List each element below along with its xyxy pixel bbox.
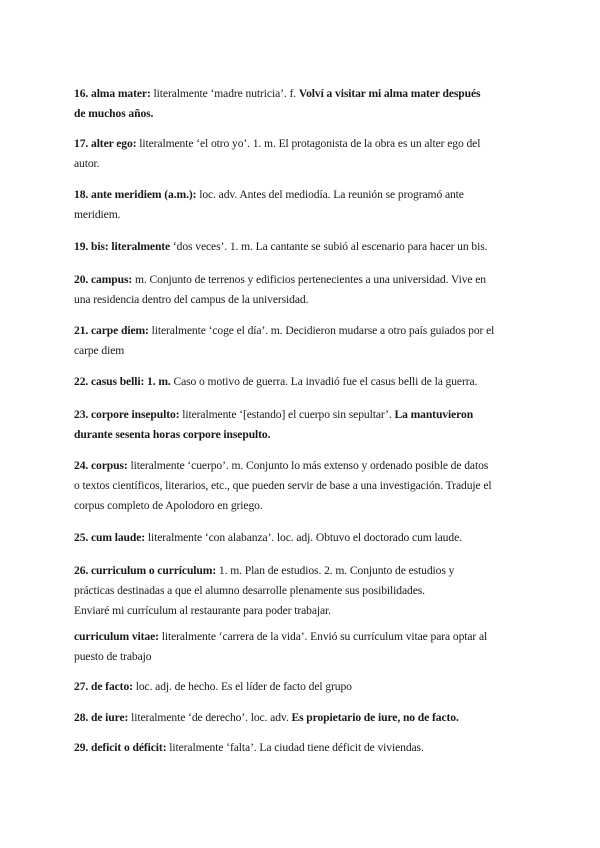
text: literalmente ‘[estando] el cuerpo sin sepultar’. xyxy=(179,408,395,421)
entry-line xyxy=(74,496,534,516)
entry-line xyxy=(74,528,534,548)
entry-line xyxy=(74,405,534,425)
bold-text: 23. corpore insepulto: xyxy=(74,408,180,421)
entry-corpus xyxy=(74,456,534,516)
text: literalmente ‘carrera de la vida’. Envió su currículum vitae para optar al xyxy=(158,630,488,643)
bold-text: 29. deficit o déficit: xyxy=(74,741,167,754)
entry-line xyxy=(74,677,534,697)
entry-curriculum xyxy=(74,561,534,621)
entry-line xyxy=(74,476,534,496)
text: meridiem. xyxy=(74,208,121,221)
text: una residencia dentro del campus de la universidad. xyxy=(74,293,309,306)
text: literalmente ‘de derecho’. loc. adv. xyxy=(128,711,292,724)
text: loc. adv. Antes del mediodía. La reunión se programó ante xyxy=(196,188,464,201)
text: o textos científicos, literarios, etc., que pueden servir de base a una investigación. Traduje el xyxy=(74,479,492,492)
bold-text: 22. casus belli: 1. m. xyxy=(74,375,171,388)
entry-line xyxy=(74,341,534,361)
entry-alter-ego xyxy=(74,134,534,174)
entry-line xyxy=(74,84,534,104)
entry-line xyxy=(74,237,534,257)
bold-text: 24. corpus: xyxy=(74,459,128,472)
text: literalmente ‘coge el día’. m. Decidieron mudarse a otro país guiados por el xyxy=(148,324,495,337)
text: corpus completo de Apolodoro en griego. xyxy=(74,499,263,512)
text: literalmente ‘falta’. La ciudad tiene déficit de viviendas. xyxy=(166,741,424,754)
bold-text: 28. de iure: xyxy=(74,711,129,724)
bold-text: La mantuvieron xyxy=(394,408,474,421)
entry-line xyxy=(74,154,534,174)
bold-text: 25. cum laude: xyxy=(74,531,146,544)
entry-line xyxy=(74,290,534,310)
entry-line xyxy=(74,738,534,758)
entry-line xyxy=(74,104,534,124)
text: ‘dos veces’. 1. m. La cantante se subió al escenario para hacer un bis. xyxy=(170,240,488,253)
text: Caso o motivo de guerra. La invadió fue el casus belli de la guerra. xyxy=(170,375,478,388)
text: Enviaré mi currículum al restaurante para poder trabajar. xyxy=(74,604,331,617)
entry-line xyxy=(74,456,534,476)
bold-text: 21. carpe diem: xyxy=(74,324,149,337)
bold-text: durante sesenta horas corpore insepulto. xyxy=(74,428,271,441)
bold-text: 16. alma mater: xyxy=(74,87,151,100)
bold-text: 17. alter ego: xyxy=(74,137,137,150)
text: literalmente ‘el otro yo’. 1. m. El protagonista de la obra es un alter ego del xyxy=(136,137,481,150)
entry-de-iure xyxy=(74,708,534,728)
text: literalmente ‘madre nutricia’. f. xyxy=(150,87,299,100)
entry-campus xyxy=(74,270,534,310)
entry-line xyxy=(74,561,534,581)
entry-line xyxy=(74,601,534,621)
text: puesto de trabajo xyxy=(74,650,152,663)
bold-text: 18. ante meridiem (a.m.): xyxy=(74,188,197,201)
entry-deficit xyxy=(74,738,534,758)
entry-line xyxy=(74,185,534,205)
text: m. Conjunto de terrenos y edificios pertenecientes a una universidad. Vive en xyxy=(132,273,486,286)
entry-line xyxy=(74,205,534,225)
bold-text: 26. curriculum o currículum: xyxy=(74,564,217,577)
entry-curriculum-vitae xyxy=(74,627,534,667)
text: prácticas destinadas a que el alumno desarrolle plenamente sus posibilidades. xyxy=(74,584,425,597)
text: autor. xyxy=(74,157,100,170)
entry-line xyxy=(74,134,534,154)
text: carpe diem xyxy=(74,344,125,357)
text: loc. adj. de hecho. Es el líder de facto del grupo xyxy=(132,680,352,693)
entry-carpe-diem xyxy=(74,321,534,361)
entry-bis xyxy=(74,237,534,257)
entry-alma-mater xyxy=(74,84,534,124)
text: literalmente ‘cuerpo’. m. Conjunto lo más extenso y ordenado posible de datos xyxy=(127,459,489,472)
bold-text: 20. campus: xyxy=(74,273,133,286)
bold-text: curriculum vitae: xyxy=(74,630,159,643)
entry-line xyxy=(74,627,534,647)
entry-line xyxy=(74,270,534,290)
bold-text: Volví a visitar mi alma mater después xyxy=(298,87,481,100)
text: literalmente ‘con alabanza’. loc. adj. Obtuvo el doctorado cum laude. xyxy=(145,531,462,544)
entry-line xyxy=(74,425,534,445)
entry-corpore-insepulto xyxy=(74,405,534,445)
bold-text: de muchos años. xyxy=(74,107,154,120)
entry-line xyxy=(74,581,534,601)
bold-text: Es propietario de iure, no de facto. xyxy=(291,711,459,724)
entry-line xyxy=(74,372,534,392)
entry-line xyxy=(74,647,534,667)
bold-text: 27. de facto: xyxy=(74,680,133,693)
text: 1. m. Plan de estudios. 2. m. Conjunto de estudios y xyxy=(216,564,455,577)
bold-text: 19. bis: literalmente xyxy=(74,240,171,253)
entry-line xyxy=(74,708,534,728)
entry-cum-laude xyxy=(74,528,534,548)
entry-de-facto xyxy=(74,677,534,697)
entry-line xyxy=(74,321,534,341)
entry-casus-belli xyxy=(74,372,534,392)
entry-ante-meridiem xyxy=(74,185,534,225)
